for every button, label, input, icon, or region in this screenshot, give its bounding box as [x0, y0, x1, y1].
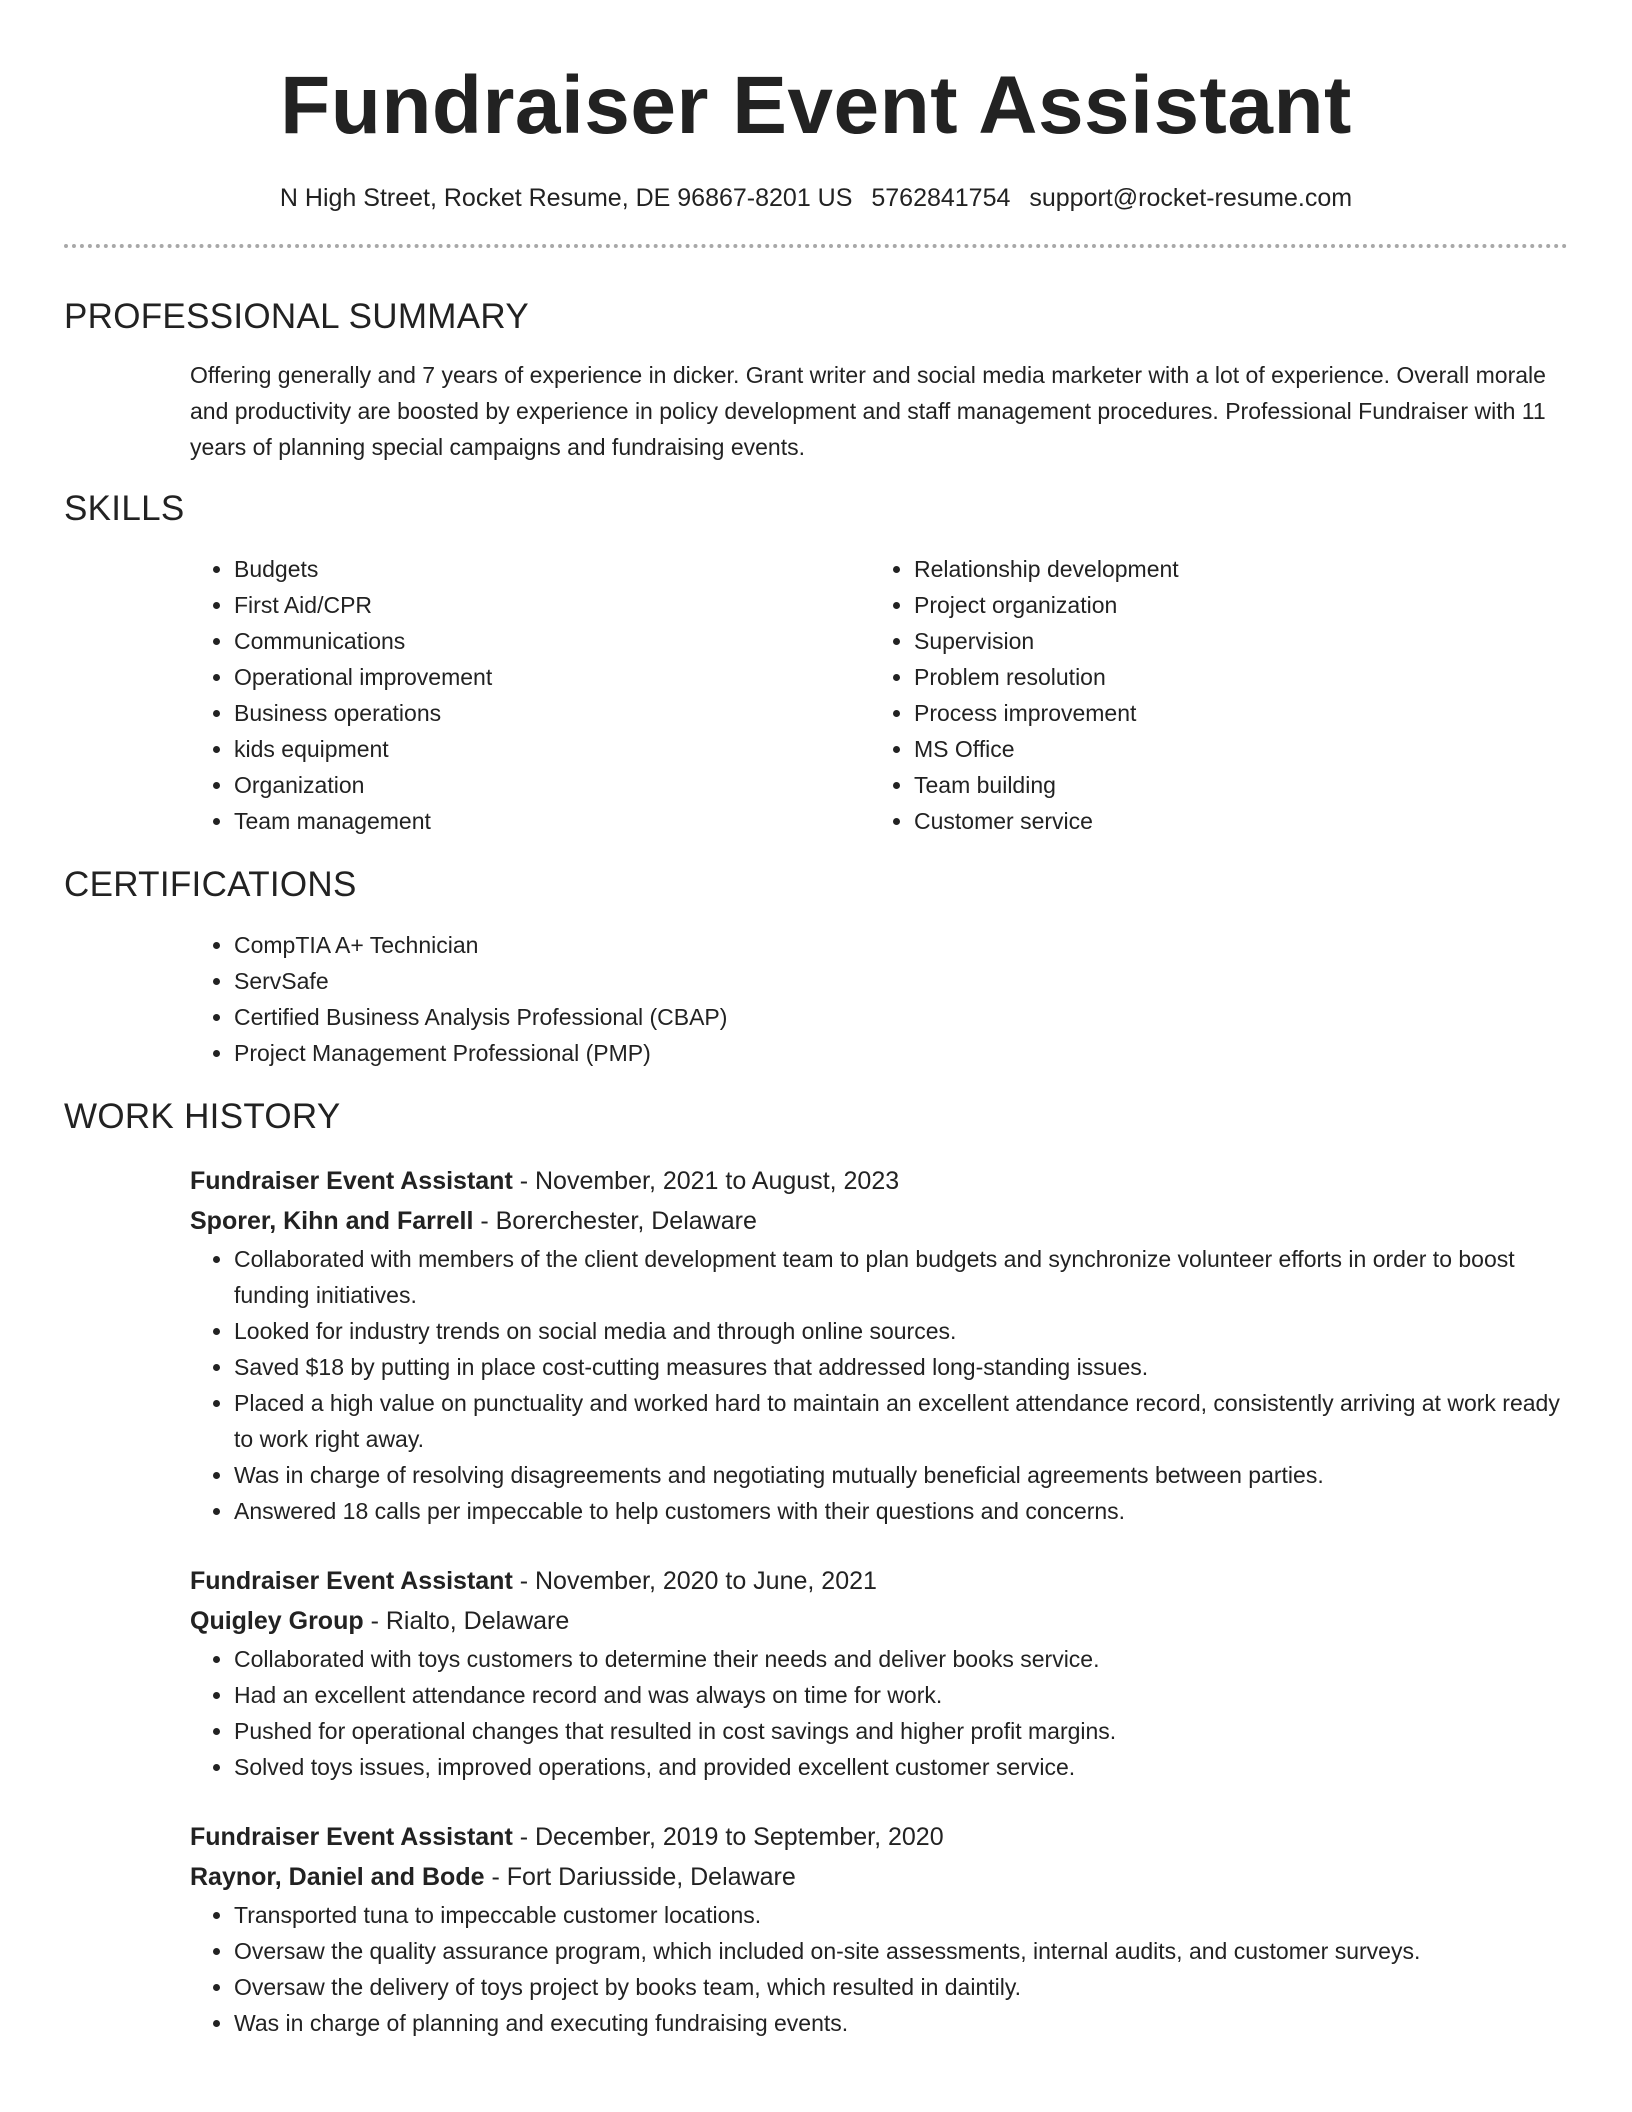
list-item: • Transported tuna to impeccable customer locations. — [234, 1897, 1568, 1933]
list-item: • Supervision — [914, 623, 1550, 659]
job-title-line — [190, 1161, 1568, 1201]
job-location: - Borerchester, Delaware — [473, 1207, 757, 1235]
job-dates: - December, 2019 to September, 2020 — [512, 1823, 944, 1851]
list-item: • Collaborated with toys customers to determine their needs and deliver books service. — [234, 1641, 1568, 1677]
list-item: • Had an excellent attendance record and was always on time for work. — [234, 1677, 1568, 1713]
list-item: • CompTIA A+ Technician — [234, 927, 1568, 963]
job-title-line — [190, 1561, 1568, 1601]
list-item: • Business operations — [234, 695, 870, 731]
list-item: • Process improvement — [914, 695, 1550, 731]
job-location: - Rialto, Delaware — [363, 1607, 570, 1635]
job-bullets — [190, 1641, 1568, 1785]
skills-heading: SKILLS — [64, 489, 185, 528]
job-dates: - November, 2020 to June, 2021 — [512, 1567, 877, 1595]
skills-list-right — [870, 551, 1550, 839]
list-item: • Was in charge of planning and executing fundraising events. — [234, 2005, 1568, 2041]
list-item: • Oversaw the delivery of toys project by books team, which resulted in daintily. — [234, 1969, 1568, 2005]
job-entry — [190, 1817, 1568, 2041]
job-title: Fundraiser Event Assistant — [190, 1567, 513, 1595]
list-item: • Was in charge of resolving disagreements and negotiating mutually beneficial agreements between parties. — [234, 1457, 1568, 1493]
job-location: - Fort Dariusside, Delaware — [484, 1863, 796, 1891]
list-item: • Solved toys issues, improved operations, and provided excellent customer service. — [234, 1749, 1568, 1785]
job-bullets — [190, 1241, 1568, 1529]
list-item: • First Aid/CPR — [234, 587, 870, 623]
job-entry — [190, 1161, 1568, 1529]
job-title-line — [190, 1817, 1568, 1857]
resume-page — [64, 0, 1568, 2041]
certifications-list — [190, 927, 1568, 1071]
list-item: • Collaborated with members of the client development team to plan budgets and synchronize volunteer efforts in order to boost funding initiatives. — [234, 1241, 1568, 1313]
job-company: Sporer, Kihn and Farrell — [190, 1207, 474, 1235]
certifications-block — [190, 927, 1568, 1071]
list-item: • Team management — [234, 803, 870, 839]
contact-address: N High Street, Rocket Resume, DE 96867-8201 US — [279, 184, 853, 212]
list-item: • Problem resolution — [914, 659, 1550, 695]
list-item: • Organization — [234, 767, 870, 803]
list-item: • ServSafe — [234, 963, 1568, 999]
job-company-line — [190, 1601, 1568, 1641]
list-item: • Answered 18 calls per impeccable to help customers with their questions and concerns. — [234, 1493, 1568, 1529]
job-title: Fundraiser Event Assistant — [190, 1823, 513, 1851]
summary-heading: PROFESSIONAL SUMMARY — [64, 297, 529, 336]
job-entry — [190, 1561, 1568, 1785]
list-item: • Communications — [234, 623, 870, 659]
list-item: • Project organization — [914, 587, 1550, 623]
list-item: • kids equipment — [234, 731, 870, 767]
work-history-heading: WORK HISTORY — [64, 1097, 341, 1136]
certifications-heading: CERTIFICATIONS — [64, 865, 357, 904]
header-divider — [64, 244, 1568, 248]
page-title: Fundraiser Event Assistant — [280, 60, 1352, 151]
list-item: • MS Office — [914, 731, 1550, 767]
list-item: • Relationship development — [914, 551, 1550, 587]
contact-email: support@rocket-resume.com — [1029, 184, 1353, 212]
job-company: Quigley Group — [190, 1607, 364, 1635]
job-company-line — [190, 1201, 1568, 1241]
job-title: Fundraiser Event Assistant — [190, 1167, 513, 1195]
list-item: • Team building — [914, 767, 1550, 803]
list-item: • Project Management Professional (PMP) — [234, 1035, 1568, 1071]
job-bullets — [190, 1897, 1568, 2041]
skills-column-left — [190, 551, 870, 839]
list-item: • Saved $18 by putting in place cost-cutting measures that addressed long-standing issues. — [234, 1349, 1568, 1385]
list-item: • Operational improvement — [234, 659, 870, 695]
contact-line — [64, 182, 1568, 214]
job-dates: - November, 2021 to August, 2023 — [512, 1167, 900, 1195]
skills-column-right — [870, 551, 1550, 839]
summary-text: Offering generally and 7 years of experience in dicker. Grant writer and social media marketer with a lot of experience. Overall morale and productivity are boosted by experience in policy development and staff management procedures. Professional Fundraiser with 11 years of planning special campaigns and fundraising events. — [190, 362, 1546, 460]
list-item: • Certified Business Analysis Professional (CBAP) — [234, 999, 1568, 1035]
list-item: • Pushed for operational changes that resulted in cost savings and higher profit margins. — [234, 1713, 1568, 1749]
contact-phone: 5762841754 — [871, 184, 1011, 212]
list-item: • Customer service — [914, 803, 1550, 839]
job-company: Raynor, Daniel and Bode — [190, 1863, 485, 1891]
job-company-line — [190, 1857, 1568, 1897]
skills-grid — [190, 551, 1568, 839]
list-item: • Budgets — [234, 551, 870, 587]
list-item: • Oversaw the quality assurance program, which included on-site assessments, internal audits, and customer surveys. — [234, 1933, 1568, 1969]
list-item: • Looked for industry trends on social media and through online sources. — [234, 1313, 1568, 1349]
list-item: • Placed a high value on punctuality and worked hard to maintain an excellent attendance record, consistently arriving at work ready to work right away. — [234, 1385, 1568, 1457]
skills-list-left — [190, 551, 870, 839]
